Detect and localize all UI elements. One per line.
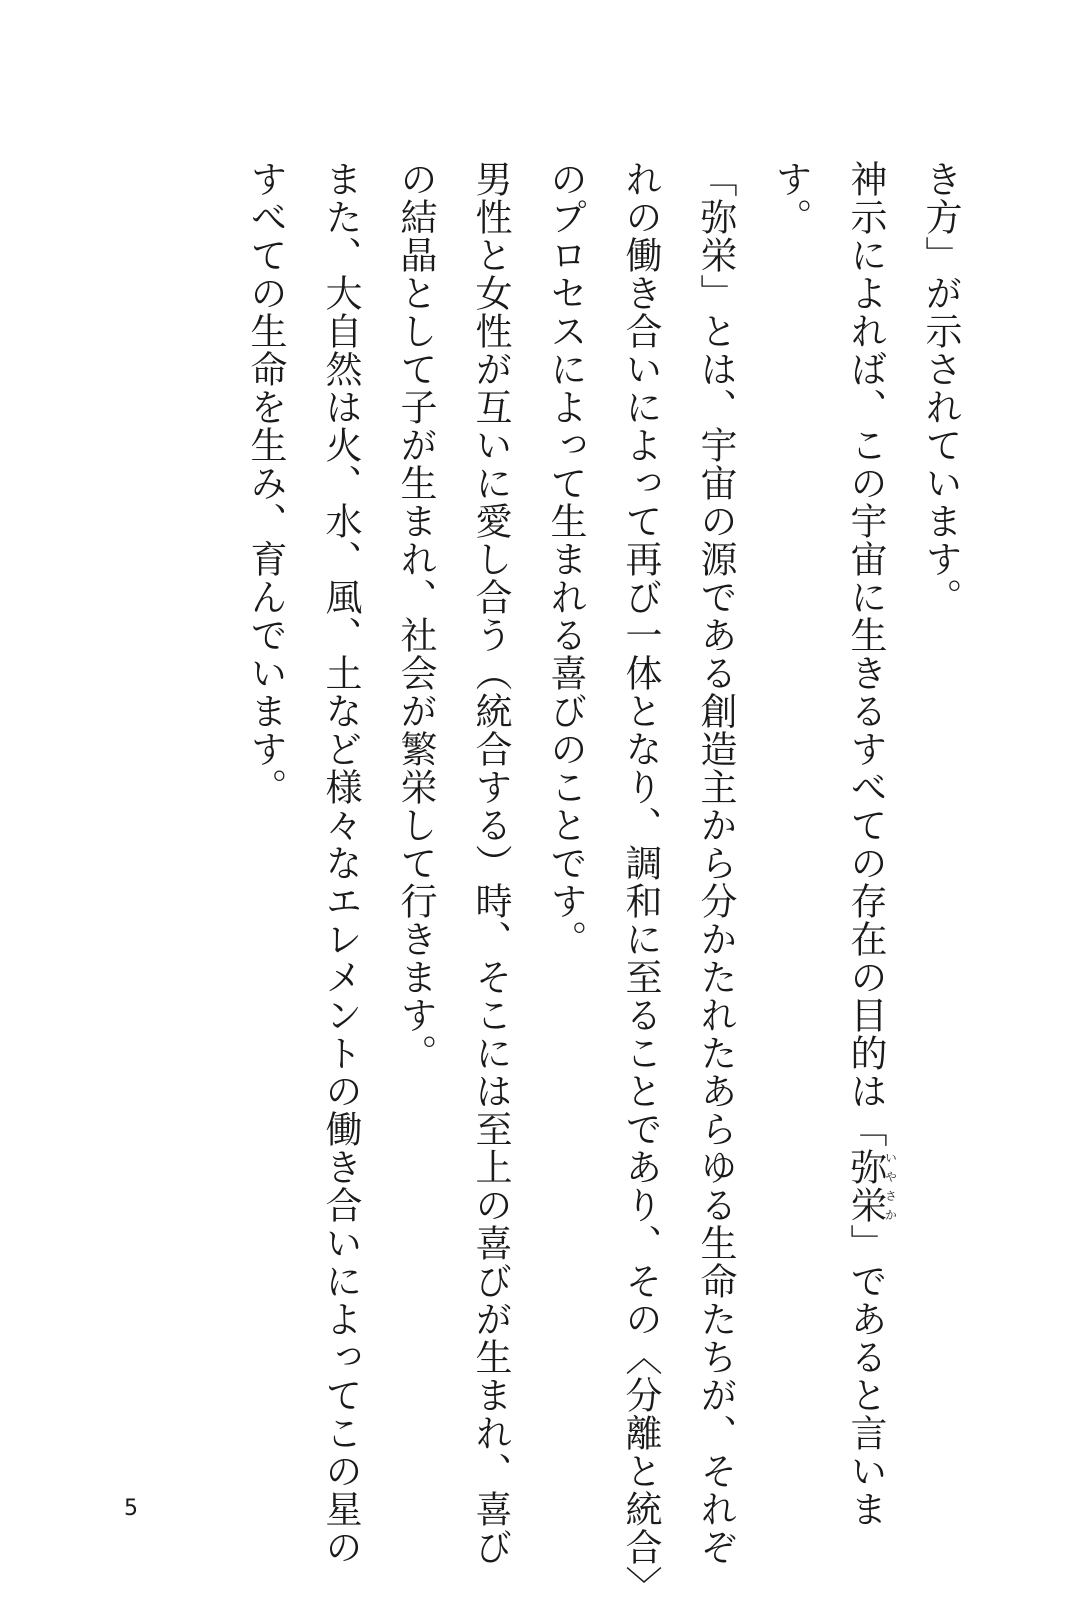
- text-line-4: 「弥栄」とは、宇宙の源である創造主から分かたれたあらゆる生命たちが、それぞ: [694, 160, 737, 1566]
- ruby-base: 弥栄: [844, 1148, 887, 1224]
- text-line-2-before-ruby: 神示によれば、この宇宙に生きるすべての存在の目的は「: [844, 160, 887, 1148]
- text-line-6: のプロセスによって生まれる喜びのことです。: [544, 160, 587, 958]
- text-line-8: の結晶として子が生まれ、社会が繁栄して行きます。: [394, 160, 437, 1072]
- ruby-reading: いやさか: [883, 1148, 898, 1224]
- text-line-2: [828, 160, 903, 1528]
- text-line-7: 男性と女性が互いに愛し合う（統合する）時、そこには至上の喜びが生まれ、喜び: [469, 160, 512, 1566]
- text-line-3: す。: [769, 160, 812, 236]
- text-line-10: すべての生命を生み、育んでいます。: [244, 160, 287, 806]
- page-number: 5: [124, 1496, 138, 1521]
- text-line-5: れの働き合いによって再び一体となり、調和に至ることであり、その〈分離と統合〉: [619, 160, 662, 1604]
- ruby-yasaka: [844, 1148, 898, 1224]
- text-line-2-after-ruby: 」であると言いま: [844, 1224, 887, 1528]
- text-line-1: き方」が示されています。: [919, 160, 962, 616]
- text-line-9: また、大自然は火、水、風、土など様々なエレメントの働き合いによってこの星の: [319, 160, 362, 1566]
- vertical-text-body: [228, 160, 978, 1604]
